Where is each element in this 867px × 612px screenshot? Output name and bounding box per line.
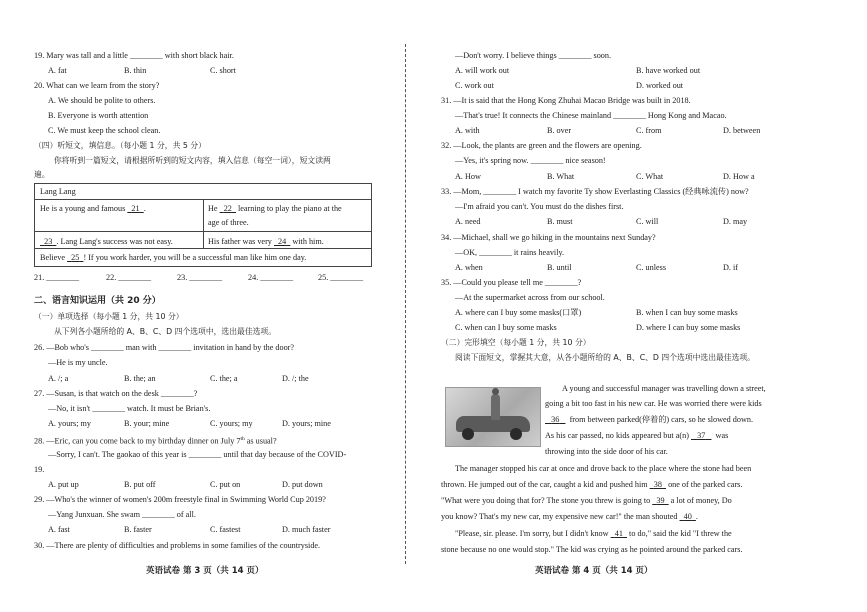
option-b: B. What: [547, 172, 575, 181]
blank-36[interactable]: 36: [551, 415, 560, 424]
option-b: B. thin: [124, 66, 147, 75]
table-cell-1: He is a young and famous 21 .: [40, 204, 146, 213]
option-c: C. What: [636, 172, 664, 181]
answer-blank-24[interactable]: 24. ________: [248, 273, 294, 282]
blank-23[interactable]: 23: [44, 237, 53, 246]
passage-line: The manager stopped his car at once and drove back to the place where the stone had been: [455, 464, 752, 473]
passage-line: you know? That's my new car, my expensive new car!" the man shouted 40 .: [441, 512, 698, 521]
blank-39[interactable]: 39: [656, 496, 665, 505]
blank-41[interactable]: 41: [614, 529, 623, 538]
option-a: A. need: [455, 217, 481, 226]
option-a: A. with: [455, 126, 480, 135]
passage-line: "Please, sir. please. I'm sorry, but I didn't know 41 to do," said the kid "I threw the: [455, 529, 732, 538]
question-32-reply: —Yes, it's spring now. ________ nice season!: [455, 156, 606, 165]
section-2-instruction: 从下列各小题所给的 A、B、C、D 四个选项中，选出最佳选项。: [54, 327, 277, 336]
question-30-stem: 30. —There are plenty of difficulties and problems in some families of the countryside.: [34, 541, 321, 550]
answer-blank-21[interactable]: 21. ________: [34, 273, 80, 282]
question-35-reply: —At the supermarket across from our school.: [455, 293, 605, 302]
part-4-heading: （四）听短文，填信息。（每小题 1 分，共 5 分）: [34, 141, 206, 150]
question-19-stem: 19. Mary was tall and a little ________ with short black hair.: [34, 51, 234, 60]
option-a: A. How: [455, 172, 481, 181]
question-33-stem: 33. —Mom, ________ I watch my favorite Ty show Everlasting Classics (经典咏流传) now?: [441, 187, 749, 196]
option-a: A. fat: [48, 66, 67, 75]
passage-line: A young and successful manager was travelling down a street,: [562, 384, 766, 393]
answer-blank-25[interactable]: 25. ________: [318, 273, 364, 282]
question-28-reply: —Sorry, I can't. The gaokao of this year is ________ until that day because of the COVID-: [48, 450, 347, 459]
blank-40[interactable]: 40: [683, 512, 692, 521]
table-cell-5: Believe 25 ! If you work harder, you will be a successful man like him one day.: [40, 253, 307, 262]
option-c: C. fastest: [210, 525, 241, 534]
option-c: C. from: [636, 126, 662, 135]
question-27-stem: 27. —Susan, is that watch on the desk ________?: [34, 389, 198, 398]
option-c: C. short: [210, 66, 236, 75]
section-2-heading: 二、语言知识运用（共 20 分）: [34, 296, 161, 306]
option-a: A. We should be polite to others.: [48, 96, 156, 105]
answer-blank-23[interactable]: 23. ________: [177, 273, 223, 282]
option-c: C. put on: [210, 480, 241, 489]
option-c: C. work out: [455, 81, 494, 90]
option-b: B. over: [547, 126, 572, 135]
option-b: B. put off: [124, 480, 156, 489]
option-b: B. Everyone is worth attention: [48, 111, 149, 120]
option-c: C. unless: [636, 263, 667, 272]
option-d: D. worked out: [636, 81, 684, 90]
passage-line: "What were you doing that for? The stone you threw is going to 39 a lot of money, Do: [441, 496, 732, 505]
question-34-stem: 34. —Michael, shall we go hiking in the mountains next Sunday?: [441, 233, 656, 242]
blank-22[interactable]: 22: [223, 204, 232, 213]
option-b: B. have worked out: [636, 66, 701, 75]
table-title: Lang Lang: [40, 187, 76, 196]
blank-24[interactable]: 24: [278, 237, 287, 246]
man-with-car-photo: [445, 387, 541, 447]
passage-line: thrown. He jumped out of the car, caught a kid and pushed him 38 one of the parked cars.: [441, 480, 743, 489]
column-divider: [405, 44, 406, 564]
option-d: D. /; the: [282, 374, 309, 383]
cloze-heading: （二）完形填空（每小题 1 分，共 10 分）: [441, 338, 591, 347]
option-a: A. where can I buy some masks(口罩): [455, 308, 582, 317]
option-a: A. put up: [48, 480, 79, 489]
question-29-reply: —Yang Junxuan. She swam ________ of all.: [48, 510, 196, 519]
passage-line: 36 from between parked(停着的) cars, so he slowed down.: [545, 415, 753, 425]
cloze-instruction: 阅读下面短文，掌握其大意，从各小题所给的 A、B、C、D 四个选项中选出最佳选项。: [455, 353, 755, 362]
question-32-stem: 32. —Look, the plants are green and the flowers are opening.: [441, 141, 642, 150]
blank-25[interactable]: 25: [71, 253, 80, 262]
question-33-reply: —I'm afraid you can't. You must do the dishes first.: [455, 202, 624, 211]
option-b: B. must: [547, 217, 573, 226]
blank-38[interactable]: 38: [653, 480, 662, 489]
option-b: B. your; mine: [124, 419, 170, 428]
option-a: A. yours; my: [48, 419, 91, 428]
question-31-reply: —That's true! It connects the Chinese mainland ________ Hong Kong and Macao.: [455, 111, 727, 120]
table-cell-2: He 22 learning to play the piano at the: [208, 204, 342, 213]
blank-21[interactable]: 21: [131, 204, 140, 213]
question-26-reply: —He is my uncle.: [48, 358, 108, 367]
option-d: D. much faster: [282, 525, 331, 534]
table-cell-2-cont: age of three.: [208, 218, 249, 227]
part-4-instruction: 你将听到一篇短文，请根据所听到的短文内容，填入信息（每空一词），短文读两: [54, 156, 331, 165]
option-b: B. until: [547, 263, 572, 272]
option-a: A. will work out: [455, 66, 510, 75]
section-2-sub-heading: （一）单项选择（每小题 1 分，共 10 分）: [34, 312, 184, 321]
option-b: B. faster: [124, 525, 152, 534]
option-d: D. How a: [723, 172, 755, 181]
question-28-reply-cont: 19.: [34, 465, 45, 474]
option-c: C. will: [636, 217, 659, 226]
option-d: D. where I can buy some masks: [636, 323, 741, 332]
question-26-stem: 26. —Bob who's ________ man with ________ invitation in hand by the door?: [34, 343, 295, 352]
part-4-instruction-cont: 遍。: [34, 170, 50, 179]
question-35-stem: 35. —Could you please tell me ________?: [441, 278, 582, 287]
question-30-reply: —Don't worry. I believe things ________ soon.: [455, 51, 612, 60]
lang-lang-info-table: [34, 183, 372, 267]
passage-line: As his car passed, no kids appeared but a(n) 37 was: [545, 431, 729, 440]
passage-line: throwing into the side door of his car.: [545, 447, 668, 456]
question-27-reply: —No, it isn't ________ watch. It must be Brian's.: [48, 404, 211, 413]
question-34-reply: —OK, ________ it rains heavily.: [455, 248, 565, 257]
question-20-stem: 20. What can we learn from the story?: [34, 81, 160, 90]
passage-line: stone because no one would stop." The kid was crying as he pointed around the parked cars.: [441, 545, 743, 554]
page-3-footer: 英语试卷 第 3 页（共 14 页）: [146, 566, 264, 576]
option-a: A. when: [455, 263, 483, 272]
option-c: C. We must keep the school clean.: [48, 126, 161, 135]
option-a: A. /; a: [48, 374, 69, 383]
question-29-stem: 29. —Who's the winner of women's 200m freestyle final in Swimming World Cup 2019?: [34, 495, 326, 504]
option-d: D. between: [723, 126, 761, 135]
blank-37[interactable]: 37: [697, 431, 706, 440]
answer-blank-22[interactable]: 22. ________: [106, 273, 152, 282]
option-b: B. when I can buy some masks: [636, 308, 738, 317]
question-31-stem: 31. —It is said that the Hong Kong Zhuhai Macao Bridge was built in 2018.: [441, 96, 691, 105]
option-d: D. may: [723, 217, 748, 226]
page-4-footer: 英语试卷 第 4 页（共 14 页）: [535, 566, 653, 576]
passage-line: going a bit too fast in his new car. He was worried there were kids: [545, 399, 762, 408]
option-d: D. put down: [282, 480, 323, 489]
option-d: D. yours; mine: [282, 419, 331, 428]
option-c: C. the; a: [210, 374, 238, 383]
option-a: A. fast: [48, 525, 70, 534]
option-b: B. the; an: [124, 374, 156, 383]
question-28-stem: 28. —Eric, can you come back to my birthday dinner on July 7th as usual?: [34, 436, 277, 446]
option-c: C. when can I buy some masks: [455, 323, 557, 332]
table-cell-4: His father was very 24 with him.: [208, 237, 324, 246]
table-cell-3: 23 . Lang Lang's success was not easy.: [40, 237, 173, 247]
option-c: C. yours; my: [210, 419, 253, 428]
option-d: D. if: [723, 263, 739, 272]
